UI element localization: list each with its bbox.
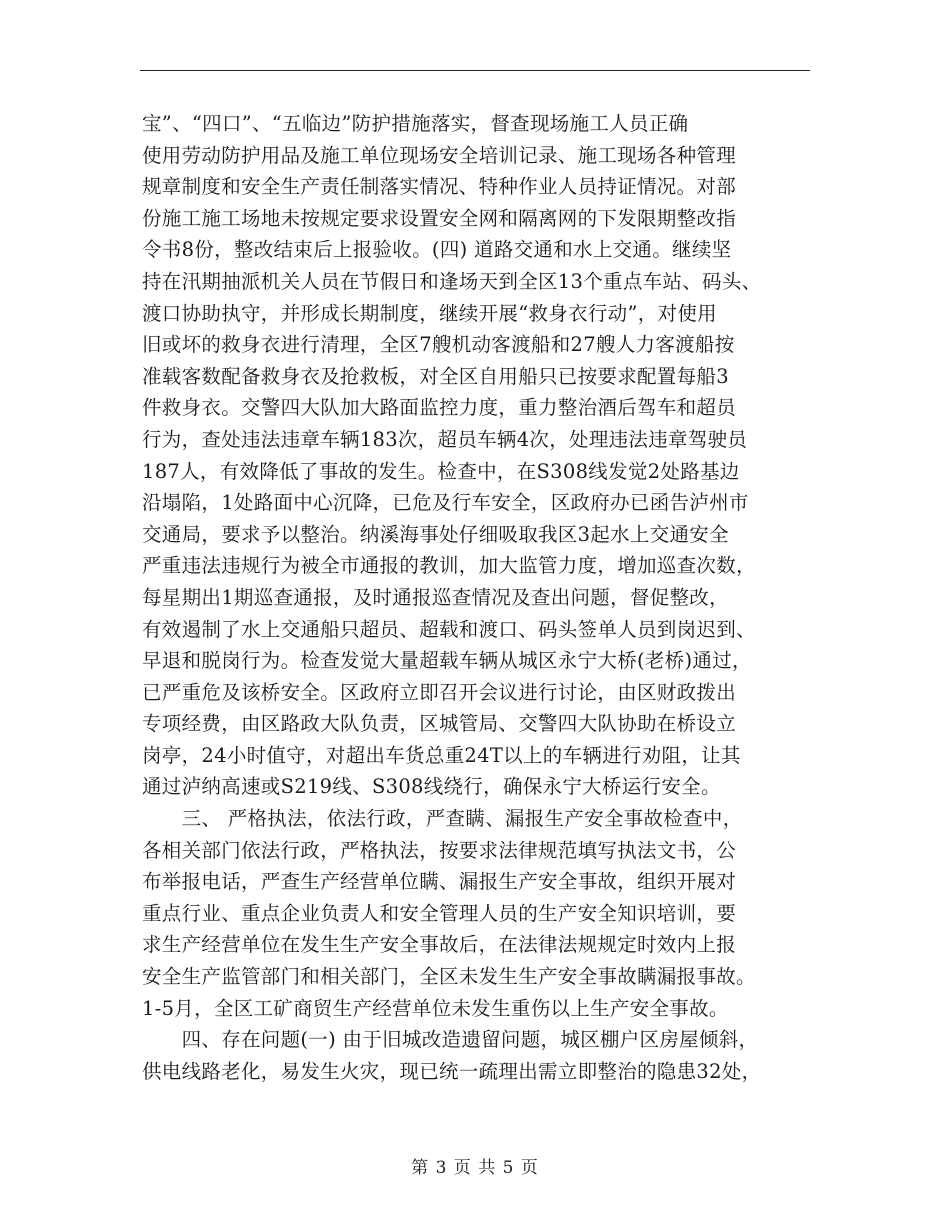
- text-line: 每星期出1期巡查通报，及时通报巡查情况及查出问题，督促整改，: [142, 585, 729, 609]
- text-line: 四、存在问题(一) 由于旧城改造遗留问题，城区棚户区房屋倾斜，: [142, 1028, 759, 1052]
- text-line: 交通局，要求予以整治。纳溪海事处仔细吸取我区3起水上交通安全: [142, 522, 729, 546]
- text-line: 有效遏制了水上交通船只超员、超载和渡口、码头签单人员到岗迟到、: [142, 617, 756, 641]
- body-text: [142, 108, 818, 1087]
- text-line: 三、 严格执法，依法行政，严查瞒、漏报生产安全事故检查中，: [142, 807, 743, 831]
- text-line: 使用劳动防护用品及施工单位现场安全培训记录、施工现场各种管理: [142, 143, 737, 167]
- text-line: 旧或坏的救身衣进行清理，全区7艘机动客渡船和27艘人力客渡船按: [142, 333, 735, 357]
- text-line: 求生产经营单位在发生生产安全事故后，在法律法规规定时效内上报: [142, 933, 737, 957]
- text-line: 行为，查处违法违章车辆183次，超员车辆4次，处理违法违章驾驶员: [142, 427, 748, 451]
- text-line: 1-5月，全区工矿商贸生产经营单位未发生重伤以上生产安全事故。: [142, 996, 729, 1020]
- text-line: 岗亭，24小时值守，对超出车货总重24T以上的车辆进行劝阻，让其: [142, 743, 741, 767]
- page-footer: 第 3 页 共 5 页: [411, 1158, 539, 1178]
- text-line: 令书8份，整改结束后上报验收。(四) 道路交通和水上交通。继续坚: [142, 238, 732, 262]
- text-line: 安全生产监管部门和相关部门，全区未发生生产安全事故瞒漏报事故。: [142, 965, 756, 989]
- text-line: 渡口协助执守，并形成长期制度，继续开展“救身衣行动”，对使用: [142, 301, 717, 325]
- text-line: 准载客数配备救身衣及抢救板，对全区自用船只已按要求配置每船3: [142, 364, 729, 388]
- text-line: 187人，有效降低了事故的发生。检查中，在S308线发觉2处路基边: [142, 459, 740, 483]
- text-line: 已严重危及该桥安全。区政府立即召开会议进行讨论，由区财政拨出: [142, 680, 737, 704]
- header-rule: [140, 70, 810, 71]
- text-line: 通过泸纳高速或S219线、S308线绕行，确保永宁大桥运行安全。: [142, 775, 721, 799]
- text-line: 专项经费，由区路政大队负责，区城管局、交警四大队协助在桥设立: [142, 712, 737, 736]
- text-line: 规章制度和安全生产责任制落实情况、特种作业人员持证情况。对部: [142, 175, 737, 199]
- text-line: 重点行业、重点企业负责人和安全管理人员的生产安全知识培训，要: [142, 901, 737, 925]
- text-line: 沿塌陷，1处路面中心沉降，已危及行车安全，区政府办已函告泸州市: [142, 491, 749, 515]
- text-line: 严重违法违规行为被全市通报的教训，加大监管力度，增加巡查次数，: [142, 554, 756, 578]
- text-line: 各相关部门依法行政，严格执法，按要求法律规范填写执法文书，公: [142, 838, 737, 862]
- text-line: 份施工施工场地未按规定要求设置安全网和隔离网的下发限期整改指: [142, 206, 737, 230]
- text-line: 早退和脱岗行为。检查发觉大量超载车辆从城区永宁大桥(老桥)通过，: [142, 649, 752, 673]
- text-line: 供电线路老化，易发生火灾，现已统一疏理出需立即整治的隐患32处，: [142, 1059, 762, 1083]
- text-line: 宝”、“四口”、“五临边”防护措施落实，督查现场施工人员正确: [142, 112, 689, 135]
- text-line: 件救身衣。交警四大队加大路面监控力度，重力整治酒后驾车和超员: [142, 396, 737, 420]
- text-line: 布举报电话，严查生产经营单位瞒、漏报生产安全事故，组织开展对: [142, 870, 737, 894]
- text-line: 持在汛期抽派机关人员在节假日和逢场天到全区13个重点车站、码头、: [142, 269, 762, 293]
